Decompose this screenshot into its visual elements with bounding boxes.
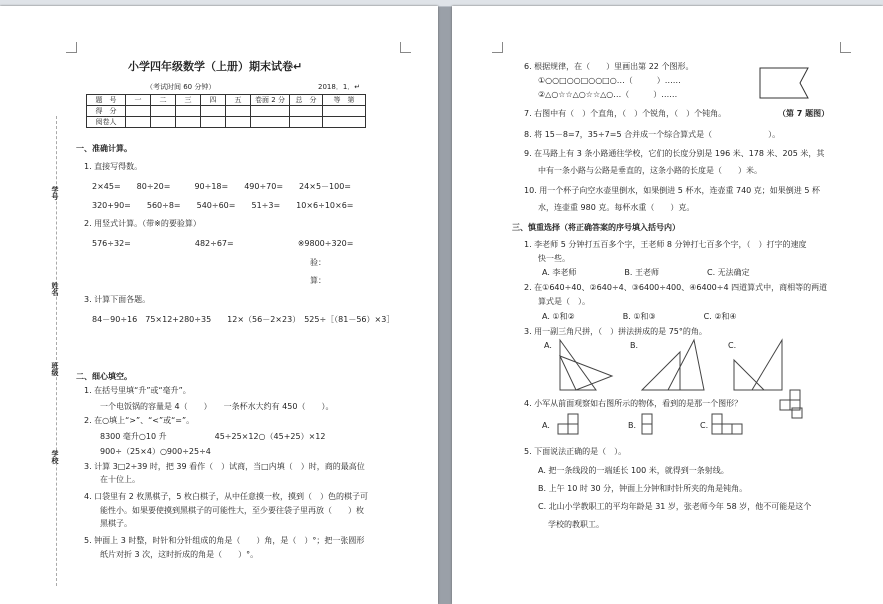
- option-line: C. 北山小学教职工的平均年龄是 31 岁，张老师今年 58 岁，他不可能是这个: [538, 502, 812, 511]
- score-header-cell: 二: [151, 95, 176, 106]
- question-line: 中有一条小路与公路是垂直的，这条小路的长度是（ ）米。: [538, 166, 762, 175]
- score-cell[interactable]: [251, 117, 290, 128]
- triangle-ruler-b: [638, 336, 708, 394]
- question-line: 水，连壶重 980 克。每杯水重（ ）克。: [538, 203, 695, 212]
- option-line: B. 上午 10 时 30 分，钟面上分钟和时针所夹的角是钝角。: [538, 484, 748, 493]
- exam-date: 2018．1．↵: [318, 83, 361, 91]
- side-label-name: 姓名: [51, 282, 59, 296]
- score-cell[interactable]: [201, 117, 226, 128]
- question-line: 算式是（ ）。: [538, 297, 590, 306]
- question-line: 2. 在○填上“>”、“<”或“=”。: [84, 416, 195, 425]
- score-cell[interactable]: [151, 117, 176, 128]
- cube-stack-figure: [778, 386, 808, 420]
- score-header-cell: 题 号: [87, 95, 126, 106]
- view-option-c: [710, 412, 746, 438]
- score-cell[interactable]: [290, 117, 323, 128]
- section-heading: 一、准确计算。: [76, 144, 132, 153]
- crop-mark: [66, 42, 77, 53]
- option-label: C.: [700, 421, 709, 430]
- score-row-label: 得 分: [87, 106, 126, 117]
- question-line: 5. 下面说法正确的是（ ）。: [524, 447, 627, 456]
- score-header-cell: 三: [176, 95, 201, 106]
- figure-caption: （第 7 题图）: [778, 109, 830, 118]
- question-line: 7. 右图中有（ ）个直角，（ ）个锐角，（ ）个钝角。: [524, 109, 727, 118]
- option-line: A. 把一条线段的一端延长 100 米，就得到一条射线。: [538, 466, 729, 475]
- question-line: 3. 用一副三角尺拼，（ ）拼法拼成的是 75°的角。: [524, 327, 707, 336]
- score-cell[interactable]: [151, 106, 176, 117]
- side-label-school: 学校: [51, 450, 59, 464]
- question-line: ①○○□○○□○○□○…（ ）……: [538, 76, 681, 85]
- option-label: B.: [628, 421, 637, 430]
- score-header-cell: 卷面 2 分: [251, 95, 290, 106]
- question-line: 900÷（25×4）○900÷25÷4: [100, 447, 211, 456]
- question-line: 能性小。如果要使摸到黑棋子的可能性大，至少要往袋子里再放（ ）枚: [100, 506, 364, 515]
- question-line: 1. 在括号里填“升”或“毫升”。: [84, 386, 191, 395]
- question-line: 2×45= 80÷20= 90÷18= 490÷70= 24×5－100=: [92, 182, 352, 191]
- side-label-student-id: 学号: [51, 186, 59, 200]
- option-line: 学校的教职工。: [548, 520, 604, 529]
- question-line: 84－90÷16 75×12+280÷35 12×（56－2×23） 525÷［（81－56）×3］: [92, 315, 395, 324]
- question-line: 算：: [310, 276, 326, 285]
- question-line: 黑棋子。: [100, 519, 132, 528]
- score-cell[interactable]: [323, 117, 366, 128]
- crop-mark: [840, 42, 851, 53]
- score-cell[interactable]: [126, 117, 151, 128]
- question-line: 9. 在马路上有 3 条小路通往学校，它们的长度分别是 196 米、178 米、205 米，其: [524, 149, 825, 158]
- score-header-cell: 一: [126, 95, 151, 106]
- question-line: ②△○☆☆△○☆☆△○…（ ）……: [538, 90, 678, 99]
- option-line: A. 李老师 B. 王老师 C. 无法确定: [542, 268, 750, 277]
- question-line: 3. 计算下面各题。: [84, 295, 151, 304]
- score-header-cell: 总 分: [290, 95, 323, 106]
- section-heading: 三、慎重选择（将正确答案的序号填入括号内）: [512, 223, 680, 232]
- option-label: C.: [728, 341, 737, 350]
- score-header-cell: 等 第: [323, 95, 366, 106]
- score-cell[interactable]: [176, 106, 201, 117]
- view-option-a: [556, 412, 586, 438]
- question-line: 4. 小军从前面观察如右图所示的物体，看到的是那一个图形？: [524, 399, 743, 408]
- figure-7-shape: [756, 64, 816, 102]
- view-option-b: [638, 412, 668, 438]
- question-line: 10. 用一个杯子向空水壶里倒水，如果倒进 5 杯水，连壶重 740 克；如果倒进 5 杯: [524, 186, 820, 195]
- score-cell[interactable]: [226, 117, 251, 128]
- question-line: 1. 直接写得数。: [84, 162, 143, 171]
- score-row-label: 阅卷人: [87, 117, 126, 128]
- option-label: B.: [630, 341, 639, 350]
- question-line: 3. 计算 3□2÷39 时，把 39 看作（ ）试商，当□内填（ ）时，商的最高位: [84, 462, 365, 471]
- score-cell[interactable]: [126, 106, 151, 117]
- question-line: 纸片对折 3 次，这时折成的角是（ ）°。: [100, 550, 259, 559]
- question-line: 2. 在①640÷40、②640÷4、③6400÷400、④6400÷4 四道算式中，商相等的两道: [524, 283, 828, 292]
- question-line: 8. 将 15－8=7，35÷7=5 合并成一个综合算式是（ ）。: [524, 130, 781, 139]
- page-right: [452, 6, 883, 604]
- score-cell[interactable]: [226, 106, 251, 117]
- option-label: A.: [542, 421, 550, 430]
- option-line: A. ①和② B. ①和③ C. ②和④: [542, 312, 737, 321]
- exam-duration: （考试时间 60 分钟）: [146, 83, 216, 91]
- question-line: 1. 李老师 5 分钟打五百多个字，王老师 8 分钟打七百多个字，（ ）打字的速度: [524, 240, 807, 249]
- question-line: 576÷32= 482÷67= ※9800÷320=: [92, 239, 354, 248]
- score-table: [86, 94, 366, 128]
- question-line: 2. 用竖式计算。（带※的要验算）: [84, 219, 201, 228]
- option-label: A.: [544, 341, 552, 350]
- question-line: 快一些。: [538, 254, 570, 263]
- question-line: 6. 根据规律，在（ ）里画出第 22 个图形。: [524, 62, 694, 71]
- page-left: [0, 6, 438, 604]
- score-header-cell: 四: [201, 95, 226, 106]
- side-label-class: 班级: [51, 362, 59, 376]
- score-cell[interactable]: [323, 106, 366, 117]
- question-line: 在十位上。: [100, 475, 140, 484]
- question-line: 验：: [310, 258, 326, 267]
- score-cell[interactable]: [290, 106, 323, 117]
- triangle-ruler-a: [556, 336, 616, 394]
- page-title: 小学四年级数学（上册）期末试卷↵: [128, 60, 303, 73]
- score-cell[interactable]: [251, 106, 290, 117]
- question-line: 一个电饭锅的容量是 4（ ） 一条杯水大约有 450（ ）。: [100, 402, 334, 411]
- score-cell[interactable]: [201, 106, 226, 117]
- question-line: 4. 口袋里有 2 枚黑棋子，5 枚白棋子，从中任意摸一枚，摸到（ ）色的棋子可: [84, 492, 368, 501]
- question-line: 8300 毫升○10 升 45÷25×12○（45+25）×12: [100, 432, 326, 441]
- score-header-cell: 五: [226, 95, 251, 106]
- section-heading: 二、细心填空。: [76, 372, 132, 381]
- crop-mark: [492, 42, 503, 53]
- score-cell[interactable]: [176, 117, 201, 128]
- question-line: 5. 钟面上 3 时整，时针和分针组成的角是（ ）角，是（ ）°；把一张圆形: [84, 536, 365, 545]
- crop-mark: [400, 42, 411, 53]
- question-line: 320+90= 560÷8= 540÷60= 51÷3= 10×6÷10×6=: [92, 201, 354, 210]
